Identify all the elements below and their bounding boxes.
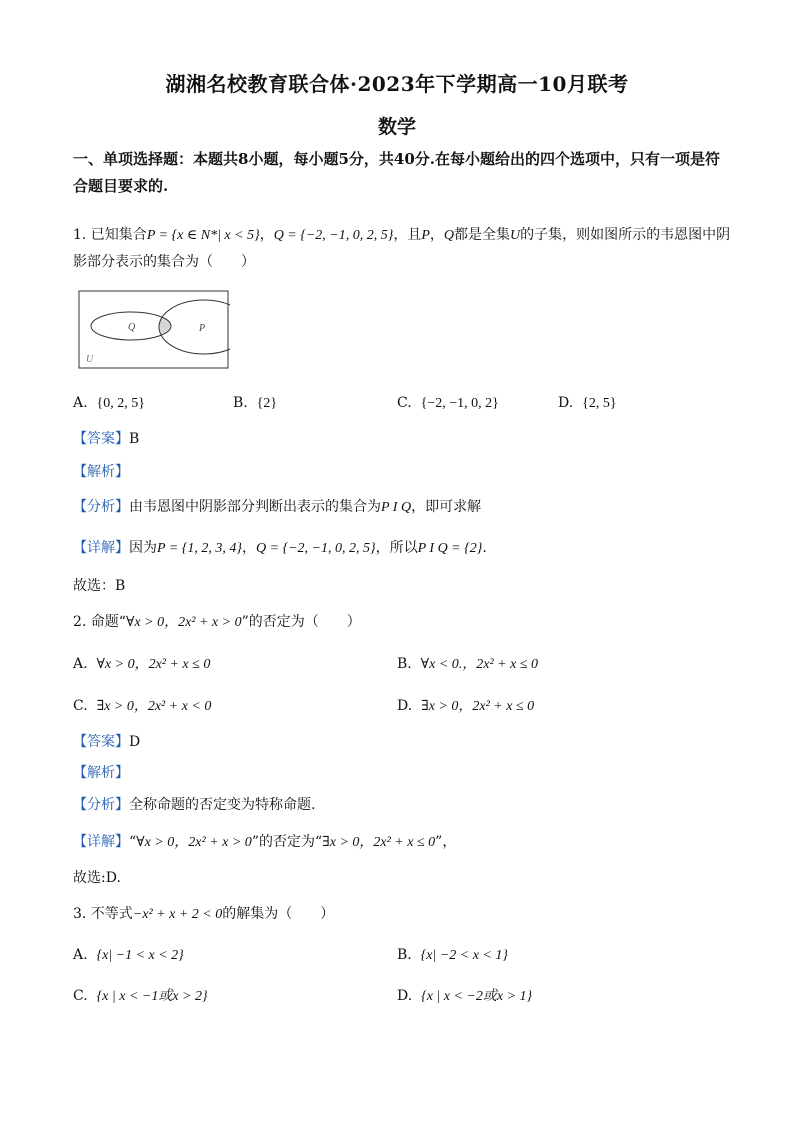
q2-xiangjie: 【详解】“∀x > 0，2x² + x > 0”的否定为“∃x > 0，2x² + x ≤ 0”， <box>73 834 457 850</box>
q1-xiangjie: 【详解】因为P = {1, 2, 3, 4}，Q = {−2, −1, 0, 2, 5}，所以P I Q = {2}. <box>73 540 487 556</box>
section-heading: 一、单项选择题：本题共8小题，每小题5分，共40分.在每小题给出的四个选项中，只有一项是符合题目要求的. <box>73 150 720 195</box>
q1-option-d: D. {2, 5} <box>558 395 617 411</box>
page-title: 湖湘名校教育联合体·2023年下学期高一10月联考 <box>165 72 629 96</box>
question-1-stem: 1. 已知集合P = {x ∈ N*| x < 5}，Q = {−2, −1, 0, 2, 5}，且P，Q都是全集U的子集，则如图所示的韦恩图中阴影部分表示的集合为（ ） <box>73 227 731 270</box>
p-label: P <box>199 323 206 334</box>
q2-option-c: C. ∃x > 0，2x² + x < 0 <box>73 698 212 714</box>
q1-option-b: B. {2} <box>233 395 278 411</box>
q2-option-d: D. ∃x > 0，2x² + x ≤ 0 <box>397 698 535 714</box>
question-3-stem: 3. 不等式−x² + x + 2 < 0的解集为（ ） <box>73 906 335 922</box>
universal-set-box <box>79 291 228 368</box>
q1-analysis-tag: 【解析】 <box>73 464 129 480</box>
q3-option-a: A. {x| −1 < x < 2} <box>73 947 184 963</box>
venn-diagram <box>78 290 230 370</box>
q2-conclusion: 故选:D. <box>73 870 121 886</box>
question-2-stem: 2. 命题“∀x > 0，2x² + x > 0”的否定为（ ） <box>73 614 361 630</box>
q-label: Q <box>128 322 136 333</box>
q3-option-c: C. {x | x < −1或x > 2} <box>73 988 208 1004</box>
u-label: U <box>86 354 94 365</box>
q2-fenxi: 【分析】全称命题的否定变为特称命题. <box>73 797 316 813</box>
q2-analysis-tag: 【解析】 <box>73 765 129 781</box>
q3-option-d: D. {x | x < −2或x > 1} <box>397 988 533 1004</box>
q1-option-c: C. {−2, −1, 0, 2} <box>397 395 499 411</box>
q1-conclusion: 故选：B <box>73 578 126 594</box>
q2-answer: 【答案】D <box>73 734 141 750</box>
q1-answer: 【答案】B <box>73 431 140 447</box>
subject-title: 数学 <box>377 116 416 138</box>
q2-option-a: A. ∀x > 0，2x² + x ≤ 0 <box>73 656 211 672</box>
q3-option-b: B. {x| −2 < x < 1} <box>397 947 508 963</box>
q2-option-b: B. ∀x < 0.，2x² + x ≤ 0 <box>397 656 539 672</box>
q1-option-a: A. {0, 2, 5} <box>73 395 145 411</box>
q1-fenxi: 【分析】由韦恩图中阴影部分判断出表示的集合为P I Q，即可求解 <box>73 499 482 515</box>
